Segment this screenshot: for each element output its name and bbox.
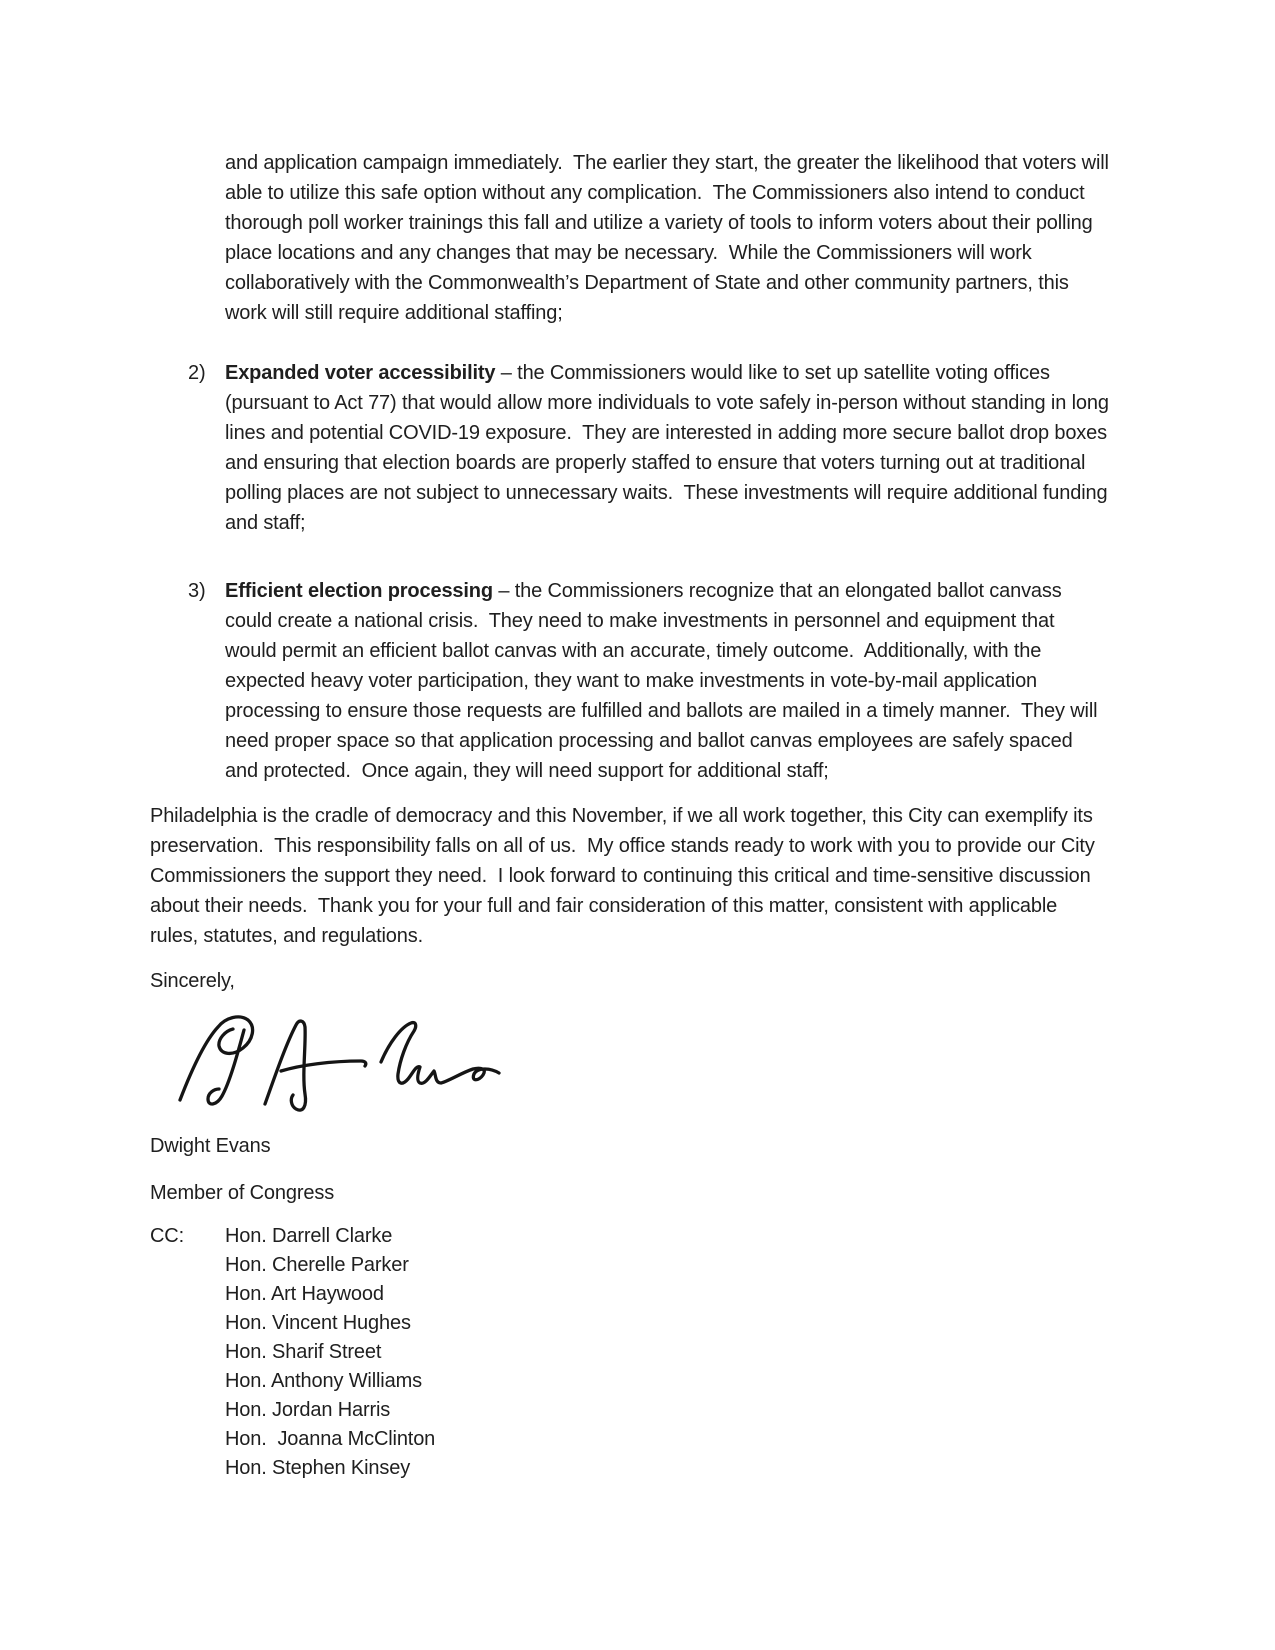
list-item-2-number: 2) xyxy=(188,362,206,384)
signer-name: Dwight Evans xyxy=(150,1135,271,1157)
signature-image xyxy=(168,1012,508,1114)
closing-paragraph: Philadelphia is the cradle of democracy and this November, if we all work together, this City can exemplify its preservation. This responsibility falls on all of us. My office stands ready to work with you to provide our City Commissioners the support they need. I look forward to continuing this critical and time-sensitive discussion about their needs. Thank you for your full and fair consideration of this matter, consistent with applicable rules, statutes, and regulations. xyxy=(150,805,1101,947)
list-item-3-text: – the Commissioners recognize that an elongated ballot canvass could create a national crisis. They need to make investments in personnel and equipment that would permit an efficient ballot canvas with an accurate, timely outcome. Additionally, with the expected heavy voter participation, they want to make investments in vote-by-mail application processing to ensure those requests are fulfilled and ballots are mailed in a timely manner. They will need proper space so that application processing and ballot canvas employees are safely spaced and protected. Once again, they will need support for additional staff; xyxy=(225,580,1103,782)
signature-stroke-crossbar xyxy=(281,1061,366,1071)
cc-block xyxy=(150,1222,435,1483)
cc-name: Hon. Sharif Street xyxy=(225,1341,382,1363)
cc-name: Hon. Anthony Williams xyxy=(225,1370,422,1392)
cc-names xyxy=(225,1222,435,1483)
cc-name: Hon. Cherelle Parker xyxy=(225,1254,409,1276)
item1-continuation-paragraph: and application campaign immediately. The earlier they start, the greater the likelihood that voters will able to utilize this safe option without any complication. The Commissioners also intend to conduct thorough poll worker trainings this fall and utilize a variety of tools to inform voters about their polling place locations and any changes that may be necessary. While the Commissioners will work collaboratively with the Commonwealth’s Department of State and other community partners, this work will still require additional staffing; xyxy=(225,152,1115,324)
cc-name: Hon. Art Haywood xyxy=(225,1283,384,1305)
list-item-2 xyxy=(188,358,1115,538)
list-item-3-number: 3) xyxy=(188,580,206,602)
cc-name: Hon. Vincent Hughes xyxy=(225,1312,411,1334)
signature-stroke-flourish xyxy=(381,1023,499,1084)
list-item-2-body xyxy=(225,358,1115,538)
list-item-2-text: – the Commissioners would like to set up satellite voting offices (pursuant to Act 77) that would allow more individuals to vote safely in-person without standing in long lines and potential COVID-19 exposure. They are interested in adding more secure ballot drop boxes and ensuring that election boards are properly staffed to ensure that voters turning out at traditional polling places are not subject to unnecessary waits. These investments will require additional funding and staff; xyxy=(225,362,1115,534)
signature-stroke-descender xyxy=(208,1030,244,1104)
valediction: Sincerely, xyxy=(150,970,235,992)
cc-name: Hon. Jordan Harris xyxy=(225,1399,391,1421)
list-item-3-heading: Efficient election processing xyxy=(225,580,493,602)
signer-title: Member of Congress xyxy=(150,1182,335,1204)
cc-label: CC: xyxy=(150,1225,184,1247)
cc-name: Hon. Joanna McClinton xyxy=(225,1428,436,1450)
list-item-2-heading: Expanded voter accessibility xyxy=(225,362,496,384)
list-item-3 xyxy=(188,576,1110,786)
list-item-3-body xyxy=(225,576,1110,786)
cc-name: Hon. Stephen Kinsey xyxy=(225,1457,411,1479)
cc-name: Hon. Darrell Clarke xyxy=(225,1225,393,1247)
signature-stroke-loop xyxy=(180,1017,253,1100)
